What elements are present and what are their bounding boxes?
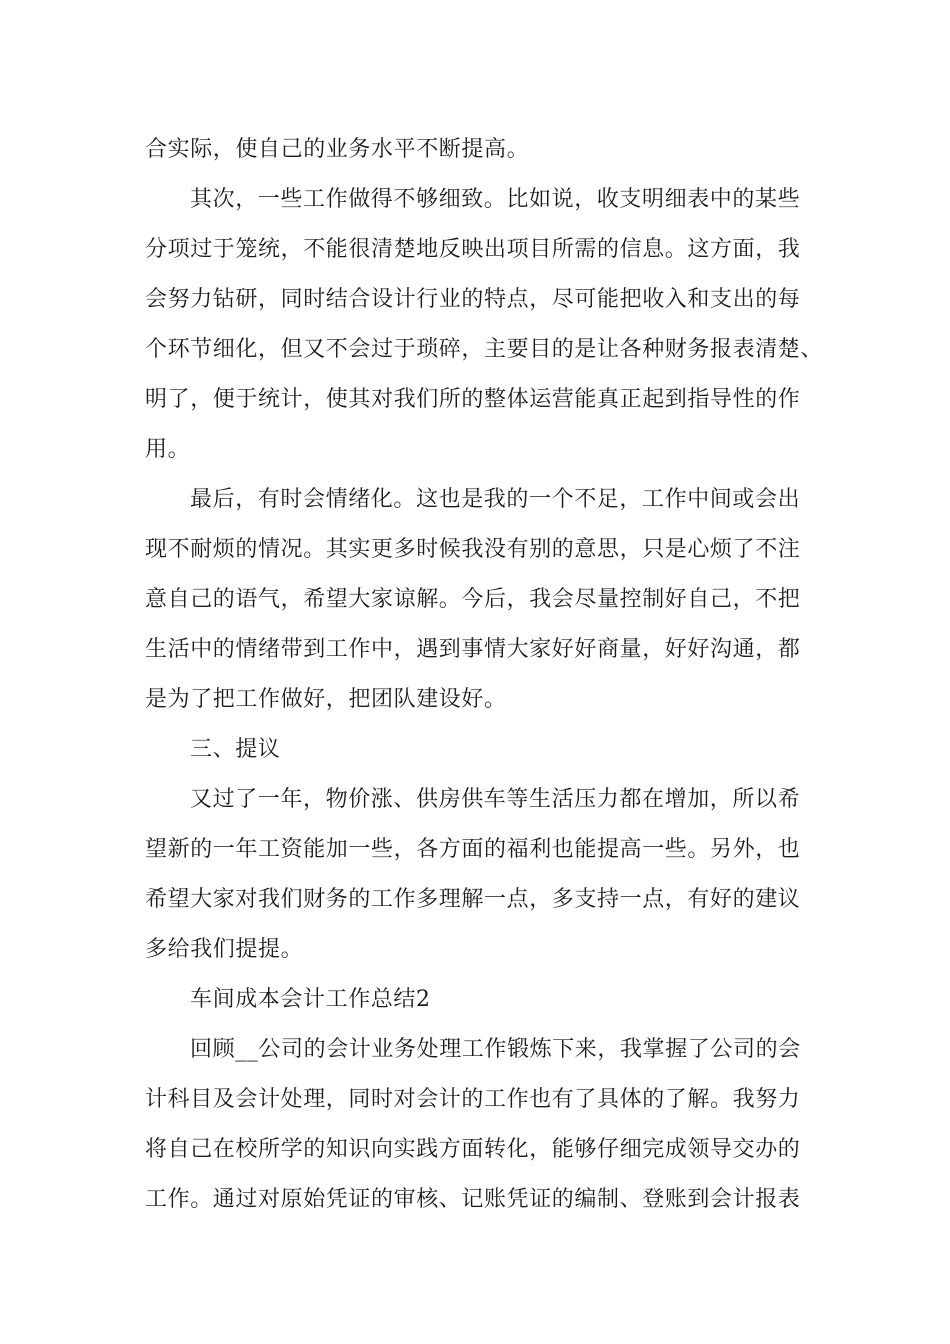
text-line: 工作。通过对原始凭证的审核、记账凭证的编制、登账到会计报表 <box>145 1187 801 1212</box>
text-line: 希望大家对我们财务的工作多理解一点，多支持一点，有好的建议 <box>145 887 801 912</box>
text-line: 明了，便于统计，使其对我们所的整体运营能真正起到指导性的作 <box>145 387 801 412</box>
text-line: 回顾__公司的会计业务处理工作锻炼下来，我掌握了公司的会 <box>190 1037 801 1062</box>
text-line: 又过了一年，物价涨、供房供车等生活压力都在增加，所以希 <box>190 787 801 812</box>
text-line: 将自己在校所学的知识向实践方面转化，能够仔细完成领导交办的 <box>145 1137 801 1162</box>
section-title: 车间成本会计工作总结2 <box>190 987 431 1012</box>
text-line: 合实际，使自己的业务水平不断提高。 <box>145 137 530 162</box>
text-line: 用。 <box>145 437 191 462</box>
text-line: 会努力钻研，同时结合设计行业的特点，尽可能把收入和支出的每 <box>145 287 801 312</box>
text-line: 最后，有时会情绪化。这也是我的一个不足，工作中间或会出 <box>190 487 801 512</box>
text-line: 生活中的情绪带到工作中，遇到事情大家好好商量，好好沟通，都 <box>145 637 801 662</box>
text-line: 分项过于笼统，不能很清楚地反映出项目所需的信息。这方面，我 <box>145 237 801 262</box>
text-line: 多给我们提提。 <box>145 937 304 962</box>
text-line: 其次，一些工作做得不够细致。比如说，收支明细表中的某些 <box>190 187 801 212</box>
text-line: 个环节细化，但又不会过于琐碎，主要目的是让各种财务报表清楚、 <box>145 337 824 362</box>
text-line: 是为了把工作做好，把团队建设好。 <box>145 687 507 712</box>
text-line: 望新的一年工资能加一些，各方面的福利也能提高一些。另外，也 <box>145 837 801 862</box>
text-line: 意自己的语气，希望大家谅解。今后，我会尽量控制好自己，不把 <box>145 587 801 612</box>
text-line: 计科目及会计处理，同时对会计的工作也有了具体的了解。我努力 <box>145 1087 801 1112</box>
text-line: 现不耐烦的情况。其实更多时候我没有别的意思，只是心烦了不注 <box>145 537 801 562</box>
section-heading: 三、提议 <box>190 737 281 762</box>
